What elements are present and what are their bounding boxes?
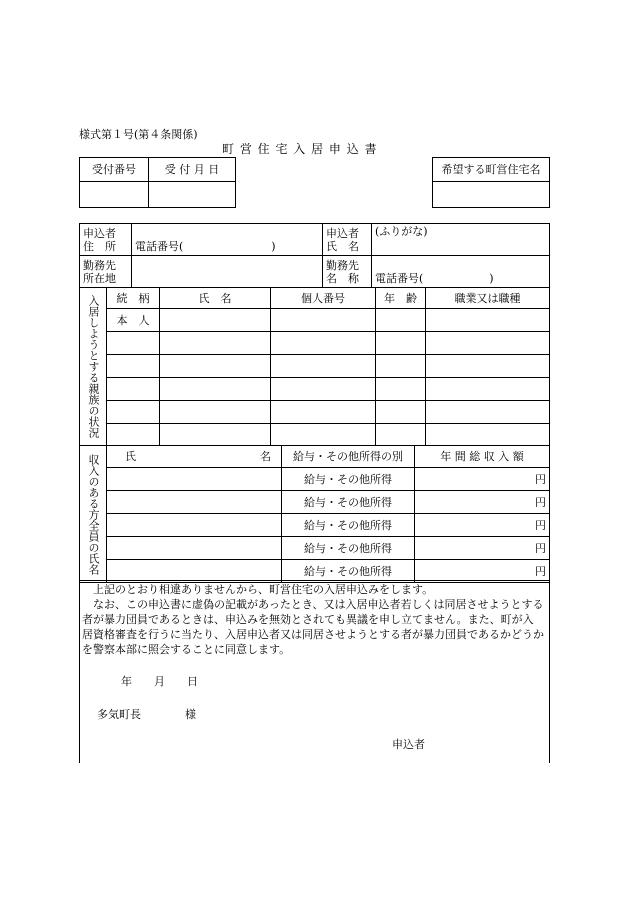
form-number: 様式第１号(第４条関係) (79, 128, 198, 141)
family-cell[interactable] (271, 309, 376, 332)
family-cell[interactable] (271, 424, 376, 446)
table-row (80, 491, 550, 514)
income-header-name: 氏 名 (107, 446, 282, 468)
income-type-label: 給与・その他所得 (282, 560, 415, 583)
income-name-field[interactable] (107, 468, 282, 491)
table-row (80, 378, 550, 401)
reception-date-field[interactable] (149, 182, 236, 208)
family-cell[interactable] (376, 424, 426, 446)
family-cell[interactable] (376, 332, 426, 355)
family-cell[interactable] (271, 401, 376, 424)
income-header-type: 給与・その他所得の別 (282, 446, 415, 468)
reception-number-field[interactable] (80, 182, 149, 208)
family-cell[interactable] (376, 401, 426, 424)
date-line: 年 月 日 (121, 675, 198, 688)
family-cell[interactable] (426, 401, 550, 424)
address-field[interactable] (132, 224, 323, 256)
yen-unit: 円 (535, 495, 546, 509)
furigana-label: (ふりがな) (375, 225, 428, 238)
desired-housing-table (432, 157, 550, 208)
table-row (80, 537, 550, 560)
family-cell[interactable] (426, 378, 550, 401)
family-cell[interactable] (426, 424, 550, 446)
applicant-table (79, 223, 550, 288)
family-cell[interactable] (107, 401, 160, 424)
work-address-field[interactable] (132, 256, 323, 288)
family-cell[interactable] (426, 309, 550, 332)
income-type-label: 給与・その他所得 (282, 514, 415, 537)
table-row (80, 424, 550, 446)
desired-housing-label: 希望する町営住宅名 (433, 158, 550, 182)
family-section-label: 入居しようとする親族の状況 (80, 288, 107, 446)
yen-unit: 円 (535, 472, 546, 486)
declaration-para-2: なお、この申込書に虚偽の記載があったとき、又は入居申込者若しくは同居させようとする者が暴力団員であるときは、申込みを無効とされても異議を申し立てません。また、町が入居資格審査を行うに当たり、入居申込者又は同居させようとする者が暴力団員であるかどうかを警察本部に照会することに同意します。 (82, 598, 544, 656)
form-title: 町 営 住 宅 入 居 申 込 書 (222, 142, 378, 156)
addressee: 多気町長 様 (97, 708, 196, 721)
family-cell[interactable] (107, 355, 160, 378)
family-cell[interactable] (376, 378, 426, 401)
income-type-label: 給与・その他所得 (282, 491, 415, 514)
declaration-text (79, 582, 547, 657)
family-cell[interactable] (160, 332, 271, 355)
work-address-label: 勤務先 所在地 (80, 256, 132, 288)
income-amount-field[interactable] (415, 537, 550, 560)
income-name-field[interactable] (107, 491, 282, 514)
family-cell[interactable] (376, 355, 426, 378)
work-name-field[interactable] (372, 256, 550, 288)
signer-label: 申込者 (392, 738, 425, 751)
income-amount-field[interactable] (415, 514, 550, 537)
family-cell[interactable] (271, 332, 376, 355)
family-cell[interactable] (160, 401, 271, 424)
yen-unit: 円 (535, 564, 546, 578)
income-amount-field[interactable] (415, 468, 550, 491)
family-relation-self: 本 人 (107, 309, 160, 332)
name-label: 申込者 氏 名 (323, 224, 372, 256)
family-cell[interactable] (160, 355, 271, 378)
family-cell[interactable] (160, 378, 271, 401)
family-cell[interactable] (107, 332, 160, 355)
family-cell[interactable] (160, 424, 271, 446)
income-table (79, 445, 550, 583)
family-cell[interactable] (160, 309, 271, 332)
family-header-occupation: 職業又は職種 (426, 288, 550, 309)
desired-housing-field[interactable] (433, 182, 550, 208)
work-name-label: 勤務先 名 称 (323, 256, 372, 288)
family-cell[interactable] (271, 378, 376, 401)
family-header-relation: 続 柄 (107, 288, 160, 309)
table-row (80, 401, 550, 424)
table-row (80, 355, 550, 378)
family-cell[interactable] (107, 424, 160, 446)
family-cell[interactable] (271, 355, 376, 378)
family-cell[interactable] (376, 309, 426, 332)
family-header-id: 個人番号 (271, 288, 376, 309)
yen-unit: 円 (535, 518, 546, 532)
income-type-label: 給与・その他所得 (282, 468, 415, 491)
income-name-field[interactable] (107, 537, 282, 560)
table-row (80, 332, 550, 355)
work-phone-label: 電話番号( ) (375, 272, 494, 285)
income-header-amount: 年 間 総 収 入 額 (415, 446, 550, 468)
table-row (80, 514, 550, 537)
family-cell[interactable] (107, 378, 160, 401)
declaration-para-1: 上記のとおり相違ありませんから、町営住宅の入居申込みをします。 (93, 583, 434, 596)
family-cell[interactable] (426, 332, 550, 355)
phone-label: 電話番号( ) (135, 240, 276, 253)
yen-unit: 円 (535, 541, 546, 555)
family-table (79, 287, 550, 446)
reception-table (79, 157, 236, 208)
reception-number-label: 受付番号 (80, 158, 149, 182)
family-cell[interactable] (426, 355, 550, 378)
name-field[interactable] (372, 224, 550, 256)
family-header-name: 氏 名 (160, 288, 271, 309)
income-name-field[interactable] (107, 514, 282, 537)
address-label: 申込者 住 所 (80, 224, 132, 256)
income-section-label: 収入のある方全員の氏名 (80, 446, 107, 583)
table-row (80, 309, 550, 332)
income-type-label: 給与・その他所得 (282, 537, 415, 560)
table-row (80, 468, 550, 491)
family-header-age: 年 齢 (376, 288, 426, 309)
income-amount-field[interactable] (415, 491, 550, 514)
reception-date-label: 受 付 月 日 (149, 158, 236, 182)
